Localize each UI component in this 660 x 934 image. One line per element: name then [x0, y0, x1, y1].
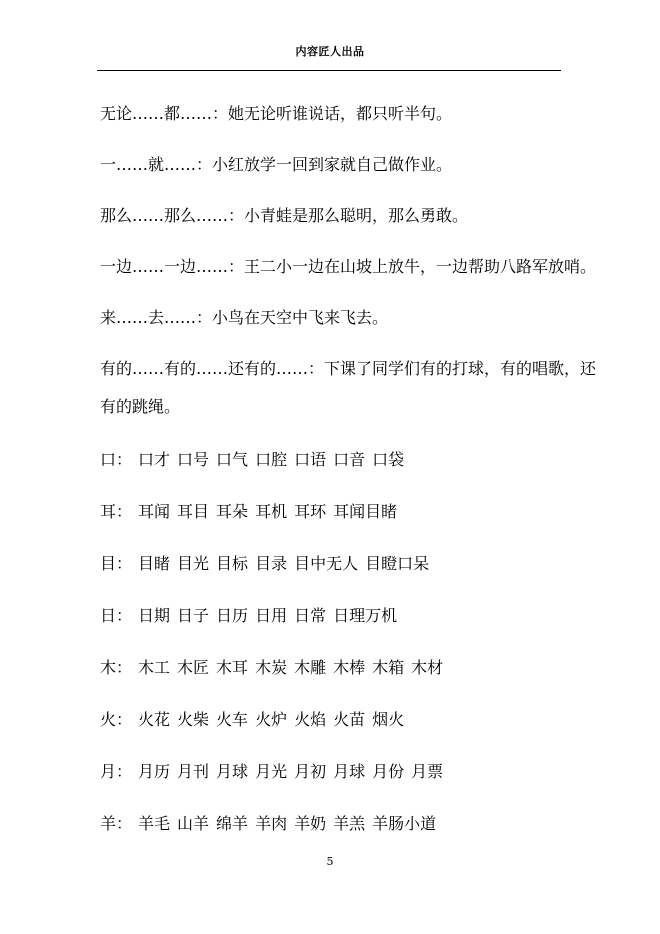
word: 月球: [333, 762, 366, 781]
character-line: [100, 450, 411, 470]
word: 耳环: [294, 502, 327, 521]
character-line: [100, 658, 450, 678]
word: 日理万机: [333, 606, 398, 625]
word: 月刊: [177, 762, 210, 781]
word: 木箱: [372, 658, 405, 677]
word: 烟火: [372, 710, 405, 729]
word: 山羊: [177, 814, 210, 833]
word: 火焰: [294, 710, 327, 729]
word: 木材: [411, 658, 444, 677]
word: 月票: [411, 762, 444, 781]
word: 目中无人: [294, 554, 359, 573]
character-label: 日：: [100, 606, 133, 625]
word: 火花: [138, 710, 171, 729]
sentence-line: [100, 155, 452, 175]
word: 羊羔: [333, 814, 366, 833]
word: 木棒: [333, 658, 366, 677]
header-divider: [97, 70, 561, 71]
word: 耳机: [255, 502, 288, 521]
word: 月初: [294, 762, 327, 781]
sentence-line: [100, 206, 468, 226]
sentence-example: 王二小一边在山坡上放牛，一边帮助八路军放哨。: [244, 257, 597, 276]
word: 羊毛: [138, 814, 171, 833]
word: 日子: [177, 606, 210, 625]
sentence-example: 小红放学一回到家就自己做作业。: [212, 155, 453, 174]
character-line: [100, 710, 411, 730]
word: 木工: [138, 658, 171, 677]
word: 火柴: [177, 710, 210, 729]
character-label: 目：: [100, 554, 133, 573]
word: 月球: [216, 762, 249, 781]
sentence-example: 下课了同学们有的打球，有的唱歌，还: [324, 359, 597, 378]
word: 羊肠小道: [372, 814, 437, 833]
word: 耳闻目睹: [333, 502, 398, 521]
character-label: 羊：: [100, 814, 133, 833]
sentence-pattern: 有的……有的……还有的……：: [100, 359, 325, 378]
word: 目瞪口呆: [365, 554, 430, 573]
word: 日期: [138, 606, 171, 625]
word: 月光: [255, 762, 288, 781]
word: 耳闻: [138, 502, 171, 521]
word: 口号: [177, 450, 210, 469]
word: 口音: [333, 450, 366, 469]
word: 羊肉: [255, 814, 288, 833]
sentence-line: [100, 257, 596, 277]
character-label: 口：: [100, 450, 133, 469]
character-label: 耳：: [100, 502, 133, 521]
sentence-example-continued: 有的跳绳。: [100, 397, 181, 416]
word: 目睹: [138, 554, 171, 573]
sentence-example: 她无论听谁说话，都只听半句。: [228, 104, 453, 123]
word: 耳朵: [216, 502, 249, 521]
word: 日历: [216, 606, 249, 625]
sentence-example: 小青蛙是那么聪明，那么勇敢。: [244, 206, 469, 225]
word: 目标: [216, 554, 249, 573]
character-line: [100, 606, 404, 626]
word: 口腔: [255, 450, 288, 469]
sentence-line: [100, 359, 596, 379]
word: 口气: [216, 450, 249, 469]
sentence-pattern: 来……去……：: [100, 308, 213, 327]
sentence-example: 小鸟在天空中飞来飞去。: [212, 308, 389, 327]
word: 口袋: [372, 450, 405, 469]
sentence-pattern: 一……就……：: [100, 155, 213, 174]
sentence-pattern: 无论……都……：: [100, 104, 229, 123]
character-line: [100, 762, 450, 782]
character-label: 木：: [100, 658, 133, 677]
word: 火苗: [333, 710, 366, 729]
word: 木雕: [294, 658, 327, 677]
word: 月份: [372, 762, 405, 781]
sentence-line-continued: [100, 397, 180, 417]
word: 日常: [294, 606, 327, 625]
sentence-line: [100, 308, 388, 328]
sentence-pattern: 那么……那么……：: [100, 206, 245, 225]
word: 口才: [138, 450, 171, 469]
word: 口语: [294, 450, 327, 469]
character-label: 月：: [100, 762, 133, 781]
word: 木炭: [255, 658, 288, 677]
word: 月历: [138, 762, 171, 781]
word: 火车: [216, 710, 249, 729]
character-line: [100, 554, 436, 574]
word: 木匠: [177, 658, 210, 677]
header-title: 内容匠人出品: [295, 45, 365, 58]
word: 羊奶: [294, 814, 327, 833]
word: 火炉: [255, 710, 288, 729]
character-line: [100, 814, 443, 834]
word: 目录: [255, 554, 288, 573]
word: 日用: [255, 606, 288, 625]
character-label: 火：: [100, 710, 133, 729]
word: 耳目: [177, 502, 210, 521]
word: 木耳: [216, 658, 249, 677]
sentence-line: [100, 104, 452, 124]
word: 绵羊: [216, 814, 249, 833]
sentence-pattern: 一边……一边……：: [100, 257, 245, 276]
page-number: 5: [326, 855, 334, 868]
word: 目光: [177, 554, 210, 573]
character-line: [100, 502, 404, 522]
